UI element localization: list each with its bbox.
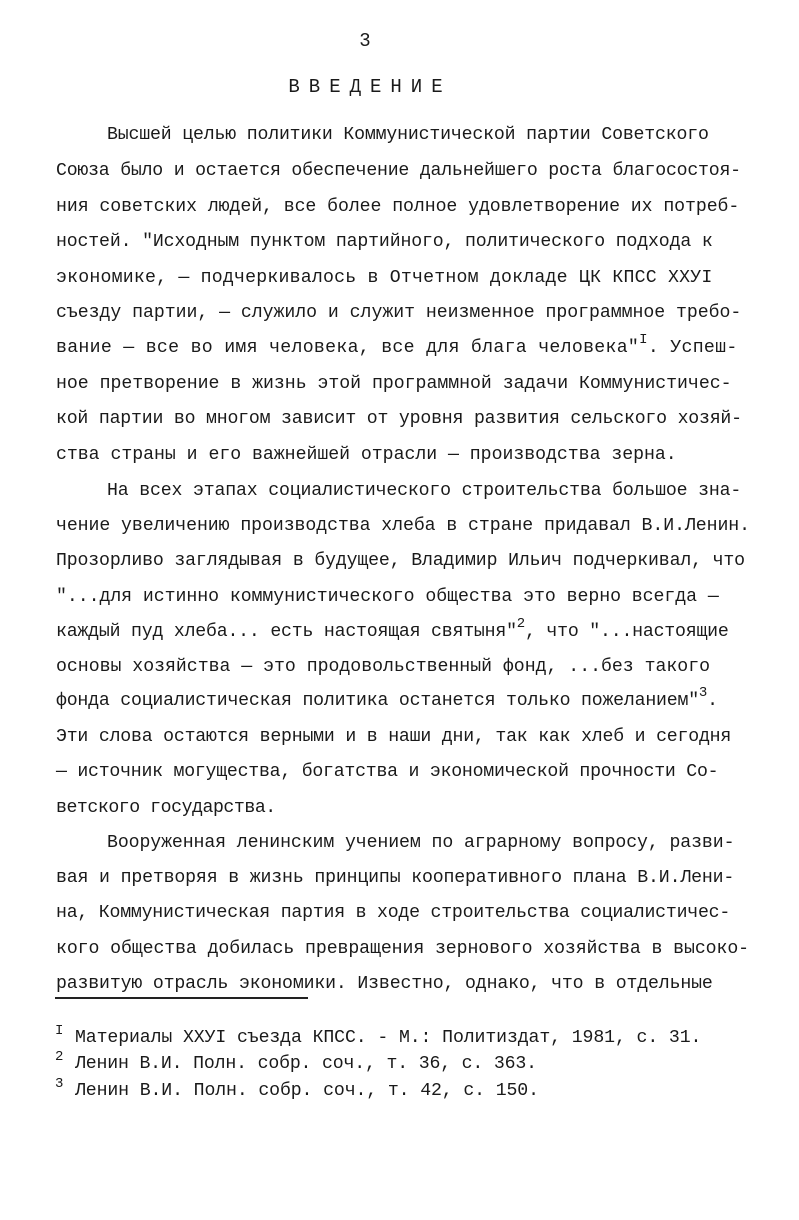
text-line-content: кой партии во многом зависит от уровня развития сельского хозяй- (56, 409, 742, 429)
text-line-content: Вооруженная ленинским учением по аграрному вопросу, разви- (107, 833, 735, 853)
text-line-continuation: , что "...настоящие (525, 622, 729, 642)
text-line (56, 267, 712, 289)
text-line-content: ния советских людей, все более полное удовлетворение их потреб- (56, 197, 740, 217)
text-line-content: съезду партии, — служило и служит неизменное программное требо- (56, 303, 742, 323)
text-line (56, 797, 276, 819)
text-line (56, 196, 739, 218)
text-line-content: чение увеличению производства хлеба в стране придавал В.И.Ленин. (56, 516, 750, 536)
text-line-content: Высшей целью политики Коммунистической партии Советского (107, 125, 709, 145)
footnote-text: Материалы XXУI съезда КПСС. - М.: Политиздат, 1981, с. 31. (75, 1028, 702, 1048)
footnote-mark: I (55, 1023, 64, 1039)
text-line-content: Эти слова остаются верными и в наши дни, так как хлеб и сегодня (56, 727, 732, 747)
text-line-content: ветского государства. (56, 798, 276, 818)
text-line (56, 938, 749, 960)
text-line (56, 302, 741, 324)
section-heading: ВВЕДЕНИЕ (288, 76, 452, 98)
text-line-content: ства страны и его важнейшей отрасли — производства зерна. (56, 445, 677, 465)
text-line (56, 160, 741, 182)
text-line-content: На всех этапах социалистического строительства большое зна- (107, 481, 742, 501)
text-line (56, 761, 718, 783)
footnote-mark: 3 (55, 1076, 64, 1092)
text-line (56, 656, 710, 678)
text-line-content: ное претворение в жизнь этой программной задачи Коммунистичес- (56, 374, 732, 394)
text-line-content: каждый пуд хлеба... есть настоящая святыня" (56, 622, 517, 642)
text-line-content: вая и претворяя в жизнь принципы кооперативного плана В.И.Лени- (56, 868, 735, 888)
text-line-content: развитую отрасль экономики. Известно, однако, что в отдельные (56, 974, 713, 994)
text-line-content: Прозорливо заглядывая в будущее, Владимир Ильич подчеркивал, что (56, 551, 745, 571)
text-line-content: "...для истинно коммунистического общества это верно всегда — (56, 587, 719, 607)
text-line (107, 480, 741, 502)
text-line-content: вание — все во имя человека, все для блага человека" (56, 338, 640, 358)
text-line-content: экономике, — подчеркивалось в Отчетном докладе ЦК КПСС XXУI (56, 268, 713, 288)
text-line-content: кого общества добилась превращения зернового хозяйства в высоко- (56, 939, 749, 959)
text-line (56, 515, 750, 537)
text-line-content: фонда социалистическая политика останется только пожеланием" (56, 691, 699, 711)
text-line (56, 867, 734, 889)
text-line (56, 550, 745, 572)
text-line (56, 685, 718, 712)
text-line (56, 902, 730, 924)
text-line (107, 124, 709, 146)
text-line-content: — источник могущества, богатства и экономической прочности Со- (56, 762, 719, 782)
footnote-reference: I (639, 332, 648, 348)
text-line-content: на, Коммунистическая партия в ходе строительства социалистичес- (56, 903, 731, 923)
footnote-reference: 2 (516, 616, 525, 632)
text-line-content: ностей. "Исходным пунктом партийного, политического подхода к (56, 232, 713, 252)
footnote-text: Ленин В.И. Полн. собр. соч., т. 42, с. 150. (75, 1081, 539, 1101)
text-line-continuation: . (707, 691, 718, 711)
text-line (56, 726, 731, 748)
text-line (56, 408, 742, 430)
footnote-separator (55, 997, 308, 999)
text-line (56, 332, 738, 359)
footnote (55, 1076, 539, 1103)
text-line-content: Союза было и остается обеспечение дальнейшего роста благосостоя- (56, 161, 741, 181)
text-line (56, 973, 713, 995)
text-line-continuation: . Успеш- (647, 338, 738, 358)
footnote-reference: 3 (698, 685, 708, 701)
text-line (56, 586, 719, 608)
text-line-content: основы хозяйства — это продовольственный фонд, ...без такого (56, 657, 710, 677)
footnote (55, 1023, 702, 1050)
text-line (56, 231, 713, 253)
page-number: 3 (359, 30, 371, 52)
text-line (107, 832, 734, 854)
footnote (55, 1049, 537, 1076)
footnote-text: Ленин В.И. Полн. собр. соч., т. 36, с. 363. (75, 1054, 537, 1074)
text-line (56, 444, 677, 466)
text-line (56, 373, 732, 395)
footnote-mark: 2 (55, 1049, 64, 1065)
text-line (56, 616, 729, 643)
